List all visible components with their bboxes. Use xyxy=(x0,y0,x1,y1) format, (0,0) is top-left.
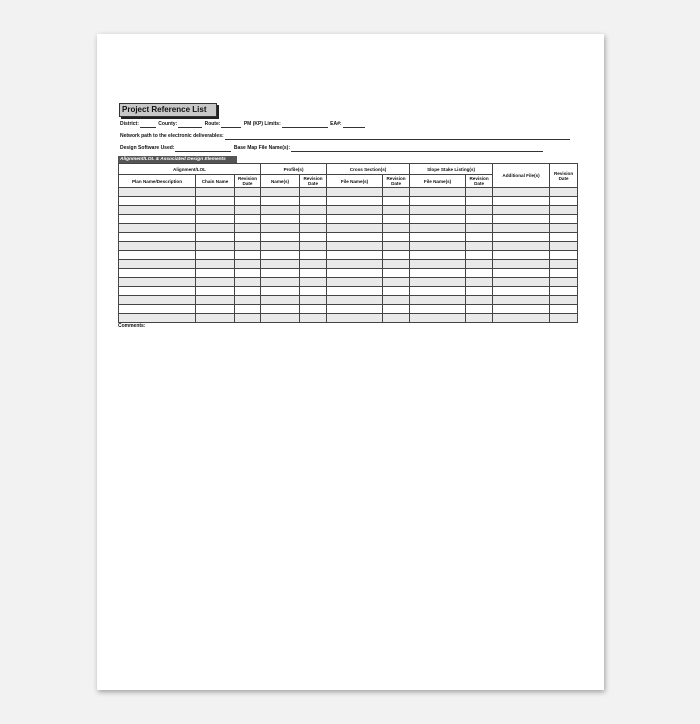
table-cell[interactable] xyxy=(466,287,493,296)
table-cell[interactable] xyxy=(550,233,578,242)
software-row xyxy=(120,144,544,152)
revision-date-header: Revision Date xyxy=(466,175,493,188)
table-cell[interactable] xyxy=(196,260,235,269)
table-cell[interactable] xyxy=(196,215,235,224)
table-cell[interactable] xyxy=(327,206,383,215)
table-cell[interactable] xyxy=(550,206,578,215)
table-cell[interactable] xyxy=(550,188,578,197)
table-row xyxy=(119,278,578,287)
table-cell[interactable] xyxy=(327,269,383,278)
table-cell[interactable] xyxy=(327,215,383,224)
table-cell[interactable] xyxy=(493,224,550,233)
table-cell[interactable] xyxy=(493,305,550,314)
table-cell[interactable] xyxy=(196,305,235,314)
table-cell[interactable] xyxy=(327,305,383,314)
table-cell[interactable] xyxy=(119,197,196,206)
table-cell[interactable] xyxy=(493,242,550,251)
table-cell[interactable] xyxy=(383,287,410,296)
table-row xyxy=(119,314,578,323)
ea-label: EA#: xyxy=(330,121,342,127)
profile-names-header: Name(s) xyxy=(261,175,300,188)
table-row xyxy=(119,215,578,224)
table-row xyxy=(119,197,578,206)
revision-date-header: Revision Date xyxy=(235,175,261,188)
table-row xyxy=(119,287,578,296)
table-cell[interactable] xyxy=(410,224,466,233)
table-cell[interactable] xyxy=(300,269,327,278)
table-cell[interactable] xyxy=(119,233,196,242)
base-map-field[interactable] xyxy=(291,145,543,152)
table-cell[interactable] xyxy=(327,188,383,197)
table-cell[interactable] xyxy=(327,314,383,323)
table-cell[interactable] xyxy=(235,260,261,269)
table-cell[interactable] xyxy=(261,224,300,233)
table-cell[interactable] xyxy=(119,206,196,215)
network-path-field[interactable] xyxy=(225,133,570,140)
table-cell[interactable] xyxy=(261,251,300,260)
table-cell[interactable] xyxy=(466,314,493,323)
table-cell[interactable] xyxy=(410,206,466,215)
table-cell[interactable] xyxy=(327,278,383,287)
design-software-label: Design Software Used: xyxy=(120,145,175,151)
table-cell[interactable] xyxy=(550,278,578,287)
table-cell[interactable] xyxy=(196,233,235,242)
base-map-label: Base Map File Name(s): xyxy=(233,145,290,151)
table-cell[interactable] xyxy=(235,314,261,323)
district-label: District: xyxy=(120,121,139,127)
design-software-field[interactable] xyxy=(175,145,231,152)
table-cell[interactable] xyxy=(300,197,327,206)
alignment-header: Alignment/LOL xyxy=(119,164,261,175)
table-cell[interactable] xyxy=(196,251,235,260)
table-cell[interactable] xyxy=(466,278,493,287)
table-row xyxy=(119,260,578,269)
table-cell[interactable] xyxy=(261,206,300,215)
comments-label: Comments: xyxy=(118,323,146,329)
table-cell[interactable] xyxy=(119,224,196,233)
table-cell[interactable] xyxy=(410,287,466,296)
table-cell[interactable] xyxy=(493,278,550,287)
table-cell[interactable] xyxy=(235,233,261,242)
revision-date-header: Revision Date xyxy=(550,164,578,188)
table-cell[interactable] xyxy=(261,305,300,314)
plan-name-header: Plan Name/Description xyxy=(119,175,196,188)
table-cell[interactable] xyxy=(466,296,493,305)
table-cell[interactable] xyxy=(196,278,235,287)
revision-date-header: Revision Date xyxy=(300,175,327,188)
table-cell[interactable] xyxy=(327,242,383,251)
table-row xyxy=(119,305,578,314)
table-cell[interactable] xyxy=(383,251,410,260)
table-cell[interactable] xyxy=(327,296,383,305)
table-cell[interactable] xyxy=(235,296,261,305)
table-cell[interactable] xyxy=(410,242,466,251)
table-cell[interactable] xyxy=(466,215,493,224)
table-cell[interactable] xyxy=(196,314,235,323)
table-cell[interactable] xyxy=(410,260,466,269)
table-cell[interactable] xyxy=(383,305,410,314)
table-cell[interactable] xyxy=(119,188,196,197)
table-cell[interactable] xyxy=(300,215,327,224)
table-row xyxy=(119,188,578,197)
table-cell[interactable] xyxy=(410,215,466,224)
table-cell[interactable] xyxy=(300,287,327,296)
ea-field[interactable] xyxy=(343,121,365,128)
table-cell[interactable] xyxy=(383,215,410,224)
table-cell[interactable] xyxy=(196,206,235,215)
table-cell[interactable] xyxy=(410,314,466,323)
table-cell[interactable] xyxy=(235,188,261,197)
table-cell[interactable] xyxy=(466,305,493,314)
table-cell[interactable] xyxy=(235,242,261,251)
route-field[interactable] xyxy=(221,121,241,128)
table-cell[interactable] xyxy=(327,287,383,296)
document-page xyxy=(97,34,604,690)
table-cell[interactable] xyxy=(383,269,410,278)
table-cell[interactable] xyxy=(383,233,410,242)
table-cell[interactable] xyxy=(235,251,261,260)
table-cell[interactable] xyxy=(327,260,383,269)
table-row xyxy=(119,233,578,242)
table-cell[interactable] xyxy=(383,188,410,197)
table-cell[interactable] xyxy=(196,188,235,197)
table-cell[interactable] xyxy=(300,278,327,287)
table-cell[interactable] xyxy=(410,251,466,260)
table-cell[interactable] xyxy=(493,260,550,269)
table-cell[interactable] xyxy=(410,188,466,197)
table-cell[interactable] xyxy=(466,188,493,197)
table-cell[interactable] xyxy=(383,206,410,215)
table-cell[interactable] xyxy=(327,251,383,260)
table-row xyxy=(119,296,578,305)
table-cell[interactable] xyxy=(300,251,327,260)
table-cell[interactable] xyxy=(383,314,410,323)
table-cell[interactable] xyxy=(119,305,196,314)
cross-sections-header: Cross Section(s) xyxy=(327,164,410,175)
table-cell[interactable] xyxy=(261,188,300,197)
table-cell[interactable] xyxy=(261,215,300,224)
table-row xyxy=(119,269,578,278)
route-label: Route: xyxy=(204,121,221,127)
table-cell[interactable] xyxy=(300,260,327,269)
table-cell[interactable] xyxy=(493,206,550,215)
table-cell[interactable] xyxy=(119,287,196,296)
table-cell[interactable] xyxy=(196,224,235,233)
table-cell[interactable] xyxy=(196,197,235,206)
table-cell[interactable] xyxy=(327,197,383,206)
network-path-label: Network path to the electronic deliverables: xyxy=(120,133,224,139)
table-cell[interactable] xyxy=(235,287,261,296)
cross-section-file-header: File Name(s) xyxy=(327,175,383,188)
table-cell[interactable] xyxy=(196,296,235,305)
table-cell[interactable] xyxy=(383,242,410,251)
pm-limits-field[interactable] xyxy=(282,121,328,128)
table-cell[interactable] xyxy=(410,197,466,206)
table-cell[interactable] xyxy=(119,260,196,269)
table-cell[interactable] xyxy=(261,278,300,287)
table-cell[interactable] xyxy=(235,224,261,233)
table-cell[interactable] xyxy=(466,260,493,269)
table-cell[interactable] xyxy=(119,251,196,260)
table-cell[interactable] xyxy=(300,314,327,323)
table-cell[interactable] xyxy=(300,233,327,242)
table-cell[interactable] xyxy=(300,224,327,233)
table-cell[interactable] xyxy=(466,206,493,215)
table-cell[interactable] xyxy=(493,215,550,224)
additional-files-header: Additional File(s) xyxy=(493,164,550,188)
table-cell[interactable] xyxy=(119,296,196,305)
table-cell[interactable] xyxy=(383,278,410,287)
table-cell[interactable] xyxy=(550,215,578,224)
table-cell[interactable] xyxy=(550,314,578,323)
table-cell[interactable] xyxy=(493,197,550,206)
pm-limits-label: PM (KP) Limits: xyxy=(243,121,281,127)
table-cell[interactable] xyxy=(327,224,383,233)
chain-name-header: Chain Name xyxy=(196,175,235,188)
table-cell[interactable] xyxy=(550,287,578,296)
table-cell[interactable] xyxy=(383,296,410,305)
table-cell[interactable] xyxy=(119,242,196,251)
table-cell[interactable] xyxy=(235,197,261,206)
table-cell[interactable] xyxy=(261,260,300,269)
table-cell[interactable] xyxy=(300,242,327,251)
network-path-row xyxy=(120,132,571,140)
table-row xyxy=(119,251,578,260)
table-cell[interactable] xyxy=(493,233,550,242)
table-cell[interactable] xyxy=(466,242,493,251)
table-row xyxy=(119,206,578,215)
slope-stake-file-header: File Name(s) xyxy=(410,175,466,188)
table-cell[interactable] xyxy=(550,296,578,305)
table-cell[interactable] xyxy=(466,233,493,242)
table-cell[interactable] xyxy=(235,278,261,287)
table-cell[interactable] xyxy=(466,224,493,233)
table-cell[interactable] xyxy=(410,305,466,314)
table-cell[interactable] xyxy=(235,215,261,224)
table-cell[interactable] xyxy=(235,269,261,278)
table-cell[interactable] xyxy=(300,305,327,314)
table-cell[interactable] xyxy=(493,269,550,278)
table-cell[interactable] xyxy=(493,314,550,323)
reference-table xyxy=(118,163,578,323)
table-cell[interactable] xyxy=(119,278,196,287)
table-cell[interactable] xyxy=(410,233,466,242)
table-cell[interactable] xyxy=(466,197,493,206)
table-cell[interactable] xyxy=(410,296,466,305)
table-cell[interactable] xyxy=(410,278,466,287)
table-row xyxy=(119,224,578,233)
table-cell[interactable] xyxy=(550,260,578,269)
table-cell[interactable] xyxy=(119,269,196,278)
table-cell[interactable] xyxy=(235,206,261,215)
project-info-row xyxy=(120,120,366,128)
table-cell[interactable] xyxy=(550,251,578,260)
table-cell[interactable] xyxy=(493,287,550,296)
table-cell[interactable] xyxy=(550,269,578,278)
table-cell[interactable] xyxy=(466,251,493,260)
table-cell[interactable] xyxy=(550,224,578,233)
table-cell[interactable] xyxy=(119,314,196,323)
table-cell[interactable] xyxy=(196,287,235,296)
table-cell[interactable] xyxy=(261,242,300,251)
table-cell[interactable] xyxy=(196,269,235,278)
table-cell[interactable] xyxy=(261,296,300,305)
table-cell[interactable] xyxy=(550,305,578,314)
table-cell[interactable] xyxy=(300,206,327,215)
district-field[interactable] xyxy=(140,121,156,128)
section-label: Alignment/LOL & Associated Design Elements xyxy=(118,156,237,163)
table-cell[interactable] xyxy=(383,197,410,206)
table-cell[interactable] xyxy=(261,233,300,242)
county-field[interactable] xyxy=(178,121,202,128)
table-cell[interactable] xyxy=(261,197,300,206)
table-cell[interactable] xyxy=(261,314,300,323)
table-cell[interactable] xyxy=(383,224,410,233)
table-cell[interactable] xyxy=(235,305,261,314)
table-cell[interactable] xyxy=(119,215,196,224)
table-cell[interactable] xyxy=(466,269,493,278)
table-cell[interactable] xyxy=(196,242,235,251)
slope-stake-header: Slope Stake Listing(s) xyxy=(410,164,493,175)
revision-date-header: Revision Date xyxy=(383,175,410,188)
table-cell[interactable] xyxy=(410,269,466,278)
table-cell[interactable] xyxy=(261,287,300,296)
table-cell[interactable] xyxy=(493,188,550,197)
table-cell[interactable] xyxy=(383,260,410,269)
table-cell[interactable] xyxy=(300,188,327,197)
county-label: County: xyxy=(158,121,178,127)
document-title: Project Reference List xyxy=(119,103,217,117)
profiles-header: Profile(s) xyxy=(261,164,327,175)
table-cell[interactable] xyxy=(261,269,300,278)
table-cell[interactable] xyxy=(550,197,578,206)
table-cell[interactable] xyxy=(550,242,578,251)
table-cell[interactable] xyxy=(493,251,550,260)
table-cell[interactable] xyxy=(327,233,383,242)
table-cell[interactable] xyxy=(493,296,550,305)
table-body xyxy=(119,188,578,323)
table-cell[interactable] xyxy=(300,296,327,305)
table-row xyxy=(119,242,578,251)
